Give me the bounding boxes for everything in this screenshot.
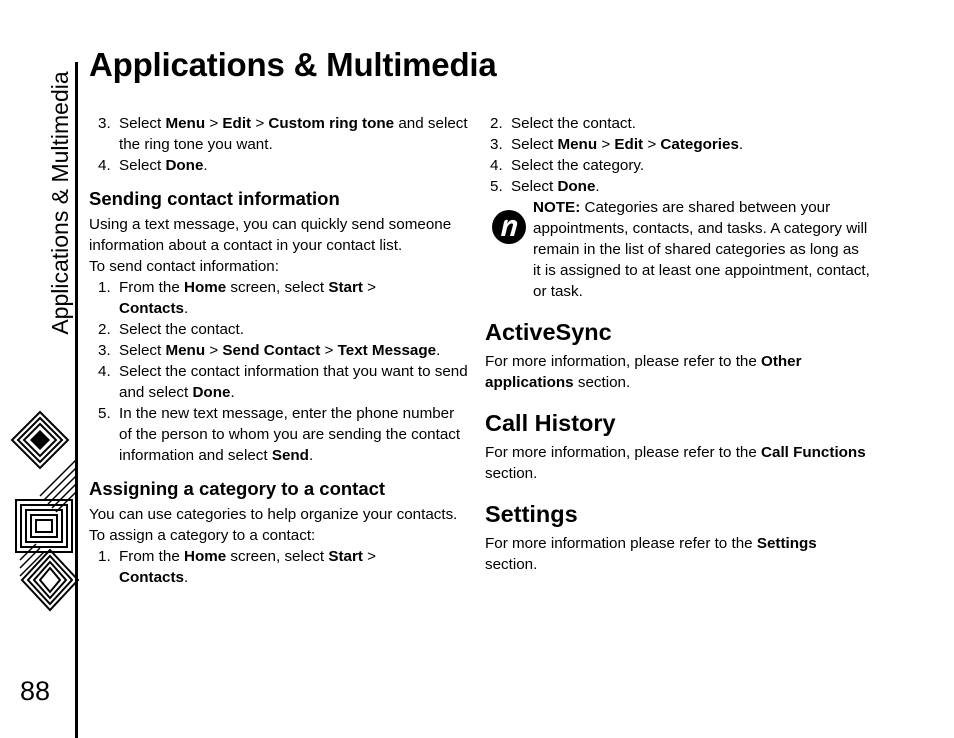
side-label-text: Applications & Multimedia: [47, 71, 73, 335]
side-label: [44, 58, 74, 348]
note-text: NOTE: Categories are shared between your appointments, contacts, and tasks. A category will remain in the list of shared categories as long as it is assigned to at least one appointment, contact, or task.: [533, 199, 870, 300]
left-column: [89, 113, 469, 588]
margin-rule: [75, 62, 78, 738]
section-heading-activesync: ActiveSync: [485, 319, 612, 345]
list-item: 2. Select the contact.: [490, 115, 636, 132]
section-heading-settings: Settings: [485, 501, 578, 527]
steps-list: [89, 546, 469, 588]
steps-list: [89, 277, 469, 466]
list-item: 4. Select the category.: [490, 157, 645, 174]
steps-list: [89, 113, 469, 176]
note-label: NOTE:: [533, 199, 581, 216]
right-column: [485, 113, 870, 575]
section-heading-sending: Sending contact information: [89, 188, 340, 209]
decorative-pattern-icon: [10, 410, 80, 625]
list-item: 5. Select Done.: [490, 178, 600, 195]
list-item: 2. Select the contact.: [98, 321, 244, 338]
steps-list: [481, 113, 870, 197]
paragraph: For more information please refer to the Settings section.: [485, 535, 817, 573]
list-item: 5. In the new text message, enter the phone number of the person to whom you are sending the contact information and select Send.: [98, 405, 461, 464]
list-item: 3. Select Menu > Edit > Custom ring tone and select the ring tone you want.: [98, 115, 468, 153]
list-item: 4. Select Done.: [98, 157, 208, 174]
list-item: 3. Select Menu > Send Contact > Text Message.: [98, 342, 441, 359]
list-item: 4. Select the contact information that you want to send and select Done.: [98, 363, 468, 401]
paragraph: Using a text message, you can quickly send someone information about a contact in your contact list.: [89, 216, 452, 254]
page-number: 88: [20, 676, 51, 706]
section-heading-call-history: Call History: [485, 410, 616, 436]
note-icon: [491, 209, 527, 245]
list-item: 3. Select Menu > Edit > Categories.: [490, 136, 744, 153]
paragraph: You can use categories to help organize your contacts.: [89, 506, 458, 523]
paragraph: For more information, please refer to the Call Functions section.: [485, 444, 866, 482]
list-item: 1. From the Home screen, select Start > Contacts.: [98, 279, 377, 317]
list-item: 1. From the Home screen, select Start > Contacts.: [98, 548, 377, 586]
note-box: [485, 197, 870, 302]
paragraph: To assign a category to a contact:: [89, 527, 316, 544]
paragraph: To send contact information:: [89, 258, 279, 275]
page-title: Applications & Multimedia: [89, 46, 497, 83]
paragraph: For more information, please refer to the Other applications section.: [485, 353, 802, 391]
section-heading-assigning: Assigning a category to a contact: [89, 478, 386, 499]
